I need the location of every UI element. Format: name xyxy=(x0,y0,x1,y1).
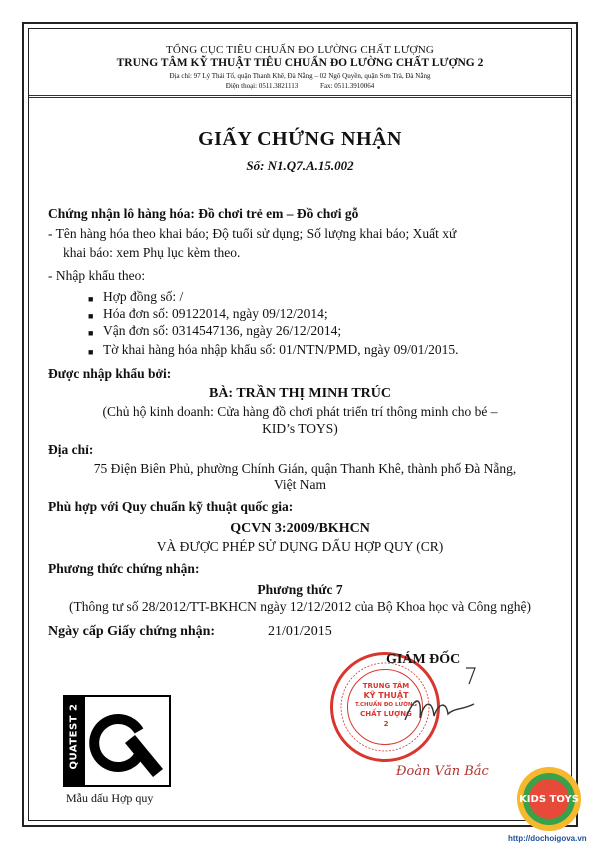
conformity-label: Phù hợp với Quy chuẩn kỹ thuật quốc gia: xyxy=(48,499,294,514)
cr-mark-side xyxy=(63,695,85,787)
certificate-number-value: N1.Q7.A.15.002 xyxy=(267,158,354,173)
method-label: Phương thức chứng nhận: xyxy=(48,561,200,576)
page-title: GIẤY CHỨNG NHẬN xyxy=(198,128,402,150)
center-address: Địa chỉ: 97 Lý Thái Tổ, quận Thanh Khê, Đà Nẵng – 02 Ngô Quyền, quận Sơn Trà, Đà Nẵng xyxy=(169,72,431,80)
certificate-number-label: Số: xyxy=(246,158,265,173)
cr-mark-side-text: QUATEST 2 xyxy=(68,703,80,770)
stamp-line: KỸ THUẬT xyxy=(363,691,409,700)
signature-icon xyxy=(400,690,480,730)
bullet-icon: ■ xyxy=(88,311,94,321)
bullet-icon: ■ xyxy=(88,328,94,338)
kids-toys-logo-icon xyxy=(514,764,584,834)
stamp-line: 2 xyxy=(383,720,389,728)
standard-code: QCVN 3:2009/BKHCN xyxy=(230,521,370,536)
issue-date: 21/01/2015 xyxy=(268,624,332,639)
issue-date-label: Ngày cấp Giấy chứng nhận: xyxy=(48,624,216,639)
importer-desc-2: KID’s TOYS) xyxy=(262,421,338,436)
address-label: Địa chỉ: xyxy=(48,442,94,457)
import-item: Vận đơn số: 0314547136, ngày 26/12/2014; xyxy=(103,323,342,338)
contact-line xyxy=(0,82,600,90)
header-divider xyxy=(29,95,571,96)
importer-desc-1: (Chủ hộ kinh doanh: Cửa hàng đồ chơi phát triển trí thông minh cho bé – xyxy=(102,404,498,419)
signature-mark-icon xyxy=(464,664,478,686)
stamp-line: TRUNG TÂM xyxy=(362,682,410,690)
header-divider-2 xyxy=(29,97,571,98)
bullet-icon: ■ xyxy=(88,347,94,357)
method-desc: (Thông tư số 28/2012/TT-BKHCN ngày 12/12/2012 của Bộ Khoa học và Công nghệ) xyxy=(68,599,532,614)
signer-name: Đoàn Văn Bắc xyxy=(396,764,489,779)
center-name: TRUNG TÂM KỸ THUẬT TIÊU CHUẨN ĐO LƯỜNG CHẤT LƯỢNG 2 xyxy=(116,57,484,69)
method-name: Phương thức 7 xyxy=(257,582,343,597)
batch-line-2: khai báo: xem Phụ lục kèm theo. xyxy=(63,245,241,260)
phone-number: Điện thoại: 0511.3821113 xyxy=(225,82,299,90)
importer-name: BÀ: TRẦN THỊ MINH TRÚC xyxy=(208,386,392,401)
fax-number: Fax: 0511.3910064 xyxy=(320,82,375,90)
import-label: - Nhập khẩu theo: xyxy=(48,268,146,283)
import-item: Hợp đồng số: / xyxy=(103,289,184,304)
cr-mark-caption: Mẫu dấu Hợp quy xyxy=(66,791,154,805)
address-line-2: Việt Nam xyxy=(273,477,327,492)
signer-title: GIÁM ĐỐC xyxy=(386,652,461,667)
address-line-1: 75 Điện Biên Phủ, phường Chính Gián, quận Thanh Khê, thành phố Đà Nẵng, xyxy=(93,461,517,476)
certificate-number xyxy=(0,158,600,174)
import-item: Tờ khai hàng hóa nhập khẩu số: 01/NTN/PMD, ngày 09/01/2015. xyxy=(103,342,459,357)
conformity-text: VÀ ĐƯỢC PHÉP SỬ DỤNG DẤU HỢP QUY (CR) xyxy=(156,539,444,554)
stamp-line: T.CHUẨN ĐO LƯỜNG xyxy=(354,702,418,708)
agency-name: TỔNG CỤC TIÊU CHUẨN ĐO LƯỜNG CHẤT LƯỢNG xyxy=(166,44,434,56)
batch-line-1: - Tên hàng hóa theo khai báo; Độ tuổi sử dụng; Số lượng khai báo; Xuất xứ xyxy=(48,226,457,241)
bullet-icon: ■ xyxy=(88,294,94,304)
importer-label: Được nhập khẩu bởi: xyxy=(48,366,172,381)
watermark-url: http://dochoigova.vn xyxy=(508,834,587,843)
kids-toys-logo-text: KIDS TOYS xyxy=(519,794,579,805)
import-item: Hóa đơn số: 09122014, ngày 09/12/2014; xyxy=(103,306,328,321)
batch-label: Chứng nhận lô hàng hóa: Đồ chơi trẻ em – Đồ chơi gỗ xyxy=(48,206,359,221)
stamp-line: CHẤT LƯỢNG xyxy=(360,710,412,718)
